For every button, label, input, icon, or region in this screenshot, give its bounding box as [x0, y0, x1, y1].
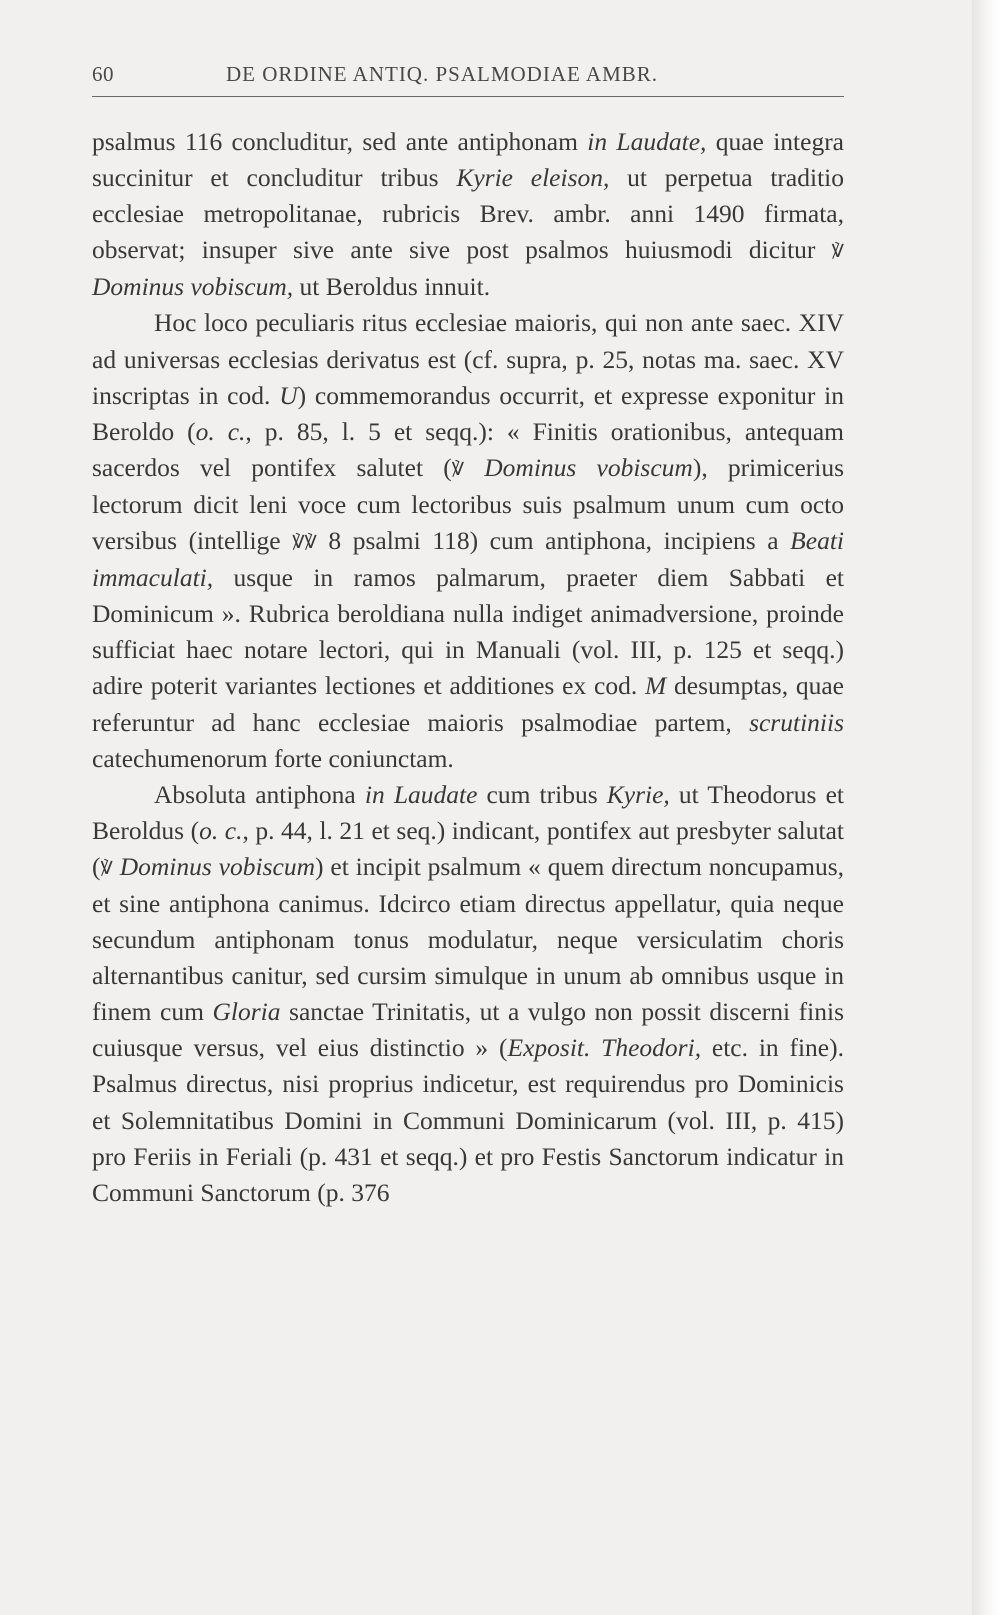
text-run: sanctae Trinitatis, ut a vulgo non possit discerni finis cuiusque versus, vel eius distinctio » (: [92, 997, 845, 1063]
text-run: , p. 44, l. 21 et seq.) indicant, pontifex aut presbyter salutat (: [92, 815, 844, 881]
text-run: usque in ramos palmarum, praeter diem Sabbati et Dominicum ». Rubrica beroldiana nulla indiget animadversione, proinde sufficiat haec notare lectori, qui in Manuali (vol. III, p. 125 et seqq.) adire poterit variantes lectiones et additiones ex cod.: [92, 563, 844, 701]
text-run: psalmus 116 concluditur, sed ante antiphonam: [92, 127, 588, 156]
paragraph: [92, 305, 844, 776]
text-run: etc. in fine). Psalmus directus, nisi proprius indicetur, est requirendus pro Dominicis et Solemnitatibus Domini in Communi Dominicarum (vol. III, p. 415) pro Feriis in Feriali (p. 431 et seqq.) et pro Festis Sanctorum indicatur in Communi Sanctorum (p. 376: [92, 1033, 844, 1207]
text-run: [113, 852, 120, 881]
italic-text: Exposit. Theodori,: [507, 1033, 702, 1063]
page-edge-shadow: [972, 0, 1000, 1615]
versicle-sign: ℣: [100, 857, 113, 878]
running-head-title: DE ORDINE ANTIQ. PSALMODIAE AMBR.: [226, 62, 659, 86]
italic-text: Kyrie,: [606, 779, 670, 809]
versicle-sign: ℣: [831, 241, 844, 262]
italic-text: M: [645, 671, 667, 701]
paragraph: [92, 124, 844, 305]
italic-text: Dominus vobiscum: [484, 452, 693, 482]
versicle-sign: ℣℣: [292, 532, 317, 553]
text-run: ut perpetua traditio ecclesiae metropolitanae, rubricis Brev. ambr. anni 1490 firmata, observat; insuper sive ante sive post psalmos huiusmodi dicitur: [92, 163, 844, 265]
text-run: 8 psalmi 118) cum antiphona, incipiens a: [316, 526, 791, 556]
text-run: desumptas, quae referuntur ad hanc ecclesiae maioris psalmodiae partem,: [92, 671, 844, 737]
text-run: catechumenorum forte coniunctam.: [92, 743, 454, 773]
italic-text: scrutiniis: [749, 707, 844, 737]
versicle-sign: ℣: [451, 458, 465, 479]
italic-text: o. c.: [195, 416, 246, 446]
italic-text: in Laudate: [364, 779, 478, 809]
italic-text: o. c.: [199, 815, 243, 845]
italic-text: Dominus vobiscum: [119, 851, 315, 881]
text-run: ut Theodorus et Beroldus (: [92, 779, 844, 845]
text-run: Hoc loco peculiaris ritus ecclesiae maioris, qui non ante saec. XIV ad universas ecclesias derivatus est (cf. supra, p. 25, notas ma. saec. XV inscriptas in cod.: [92, 308, 844, 410]
running-head: [92, 56, 844, 96]
text-run: Absoluta antiphona: [154, 779, 365, 809]
text-run: ) commemorandus occurrit, et expresse exponitur in Beroldo (: [92, 380, 844, 446]
italic-text: in Laudate,: [587, 127, 707, 156]
paragraph: [92, 777, 844, 1211]
text-run: [464, 453, 484, 482]
italic-text: Beati immaculati,: [92, 526, 844, 593]
text-run: quae integra succinitur et concluditur tribus: [92, 127, 844, 193]
italic-text: U: [279, 380, 298, 410]
italic-text: Kyrie eleison,: [456, 163, 610, 193]
text-run: ut Beroldus innuit.: [293, 272, 491, 302]
header-rule: [92, 96, 844, 97]
italic-text: Dominus vobiscum,: [92, 272, 294, 302]
text-run: , p. 85, l. 5 et seqq.): « Finitis orationibus, antequam sacerdos vel pontifex salutet (: [92, 416, 844, 482]
text-run: ), primicerius lectorum dicit leni voce cum lectoribus suis psalmum unum cum octo versibus (intellige: [92, 452, 845, 556]
page-number: 60: [92, 62, 114, 86]
text-run: cum tribus: [477, 779, 607, 809]
italic-text: Gloria: [212, 997, 281, 1027]
body-text: [92, 124, 844, 1211]
text-run: ) et incipit psalmum « quem directum noncupamus, et sine antiphona canimus. Idcirco etiam directus appellatur, quia neque secundum antiphonam tonus modulatur, neque versiculatim choris alternantibus canitur, sed cursim simulque in unum ab omnibus usque in finem cum: [92, 851, 845, 1027]
